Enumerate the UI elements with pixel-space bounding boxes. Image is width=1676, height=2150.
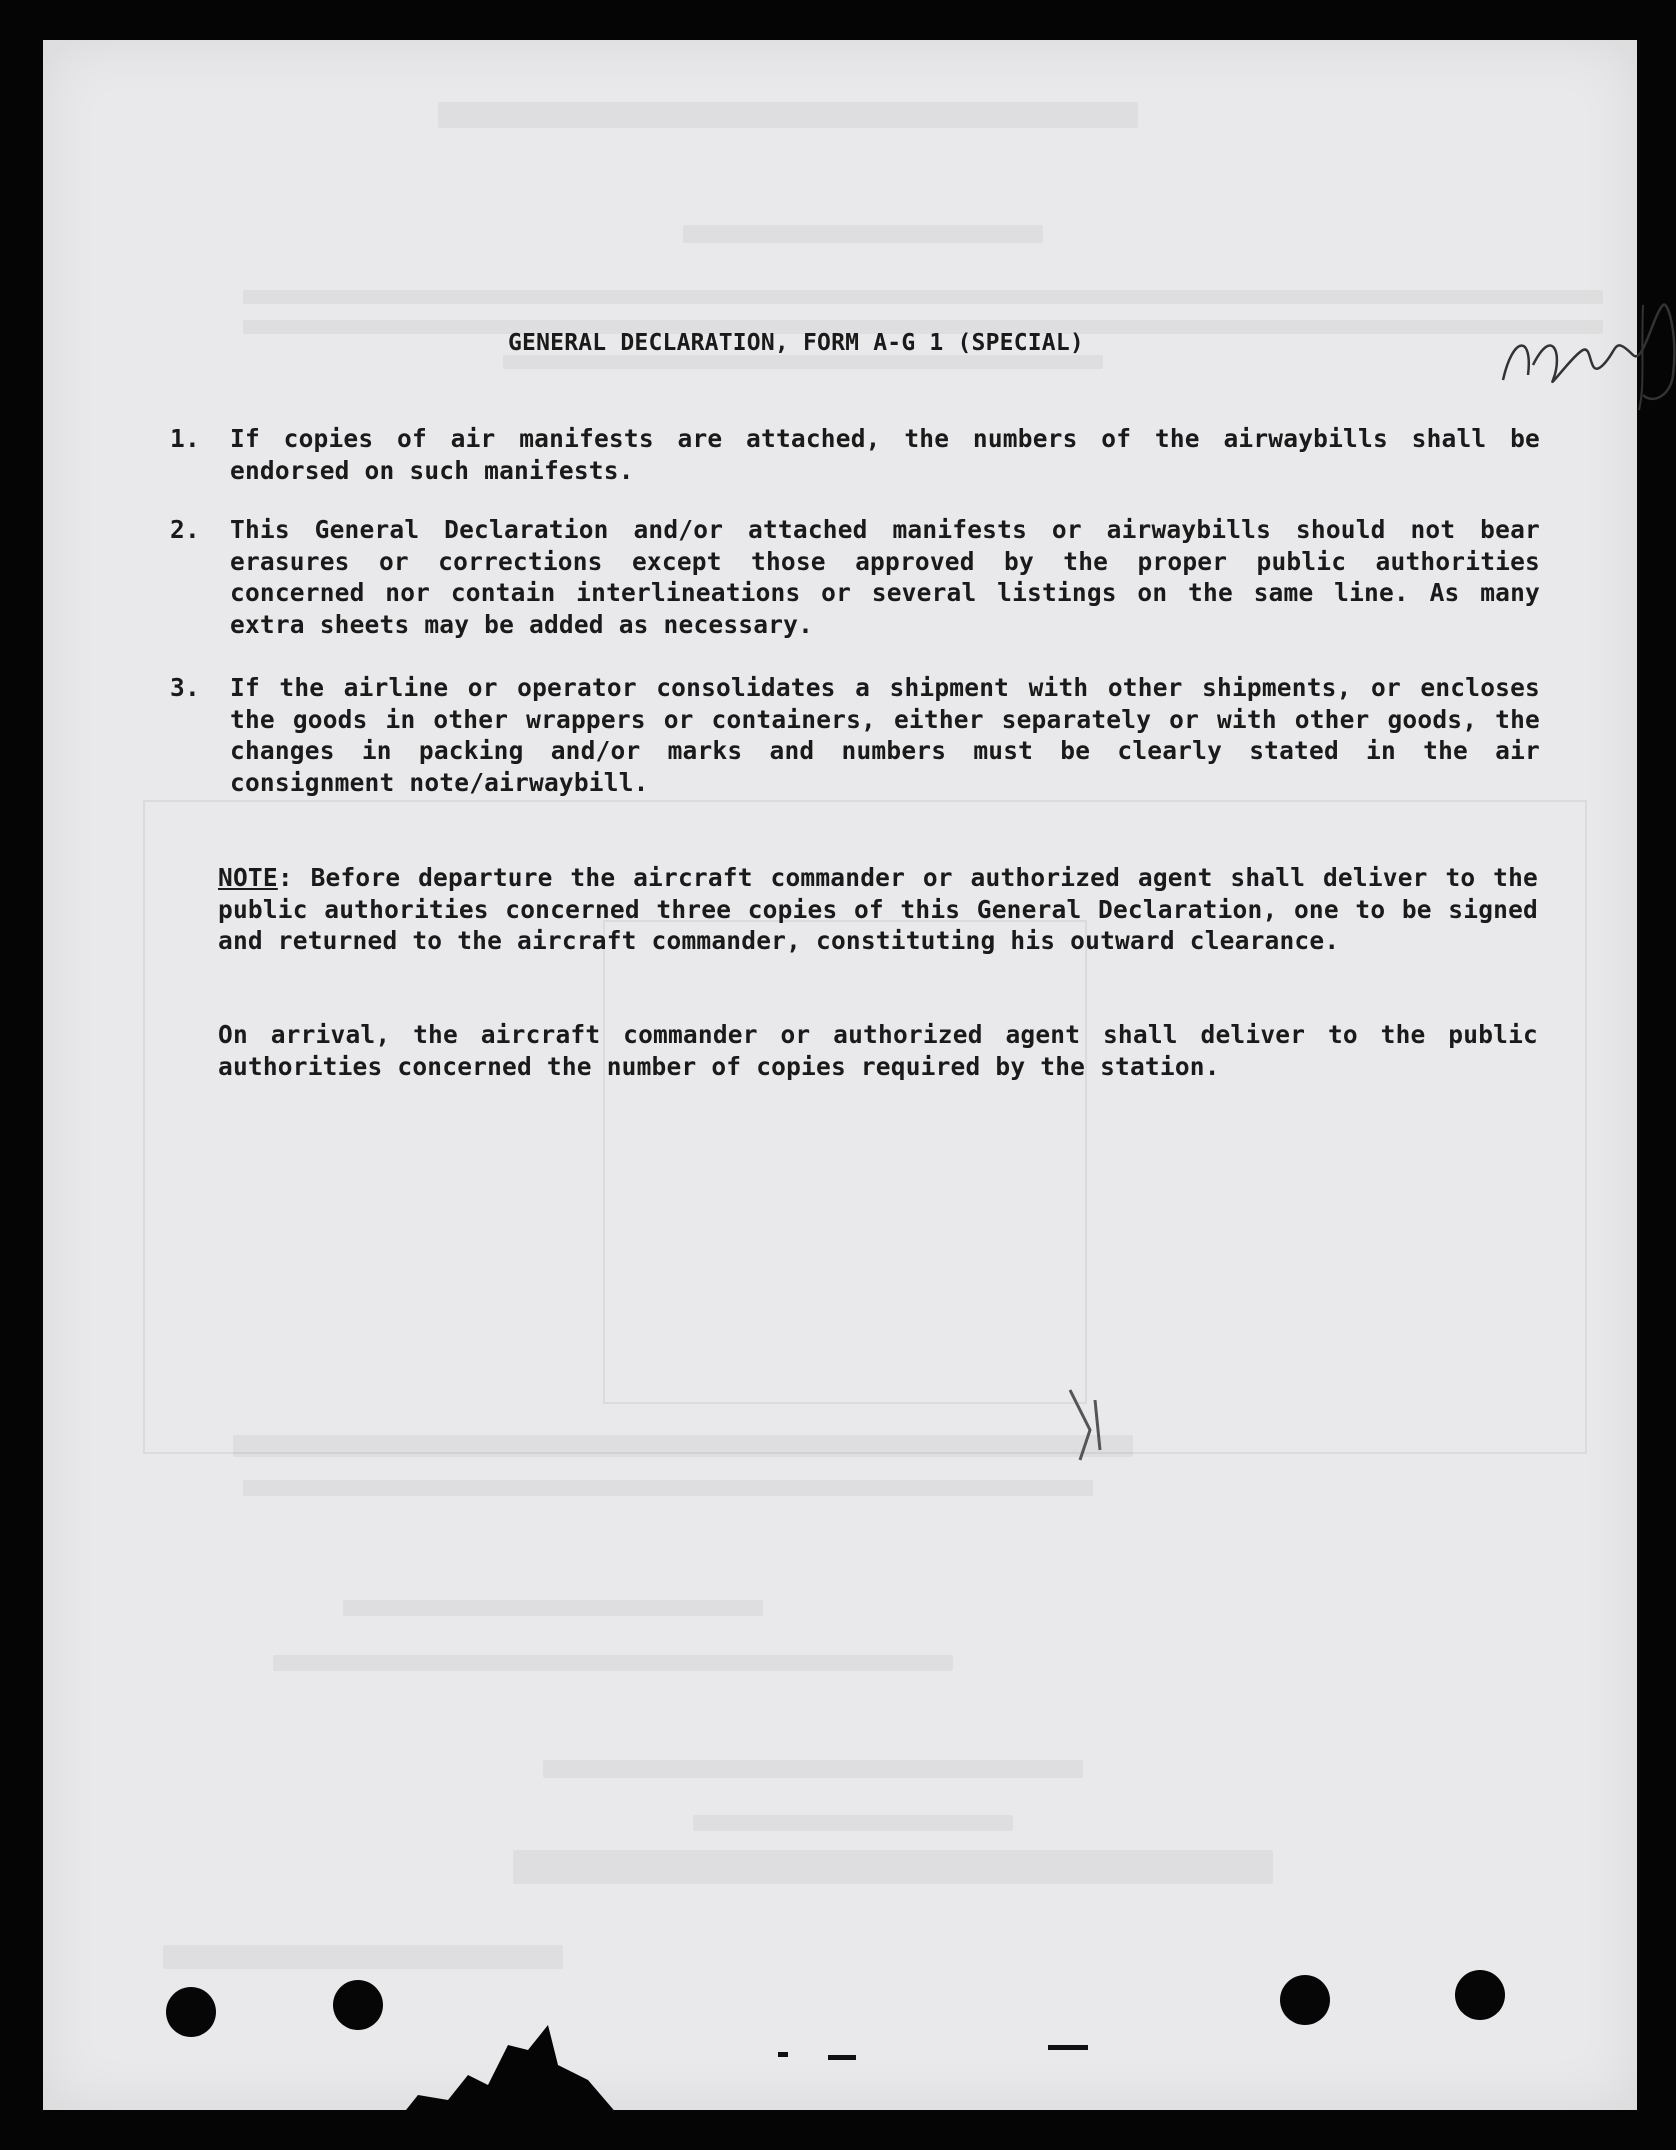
- list-item-text: This General Declaration and/or attached manifests or airwaybills should not bear erasures or corrections except those approved by the proper public authorities concerned nor contain interlineations or several listings on the same line. As many extra sheets may be added as necessary.: [230, 515, 1540, 639]
- list-item-number: 1.: [170, 424, 200, 453]
- punch-hole-icon: [1455, 1970, 1505, 2020]
- document-page: [43, 40, 1637, 2110]
- bleed-through-text: [693, 1815, 1013, 1831]
- note-text: : Before departure the aircraft commander or authorized agent shall deliver to the public authorities concerned three copies of this General Declaration, one to be signed and returned to the aircraft commander, constituting his outward clearance.: [218, 863, 1538, 955]
- bleed-through-text: [438, 102, 1138, 128]
- note-label: NOTE: [218, 863, 278, 892]
- list-item-number: 2.: [170, 515, 200, 544]
- ink-speck: [828, 2055, 856, 2060]
- list-item-text: If the airline or operator consolidates a shipment with other shipments, or encloses the goods in other wrappers or containers, either separately or with other goods, the changes in packing and/or marks and numbers must be clearly stated in the air consignment note/airwaybill.: [230, 673, 1540, 797]
- punch-hole-icon: [166, 1987, 216, 2037]
- bleed-through-text: [343, 1600, 763, 1616]
- bleed-through-text: [243, 290, 1603, 304]
- ink-speck: [1048, 2045, 1088, 2050]
- torn-edge-icon: [358, 2005, 718, 2150]
- bleed-through-form-box: [603, 920, 1087, 1404]
- bleed-through-text: [683, 225, 1043, 243]
- bleed-through-text: [233, 1435, 1133, 1457]
- arrival-paragraph: On arrival, the aircraft commander or authorized agent shall deliver to the public authorities concerned the number of copies required by the station.: [218, 1020, 1538, 1081]
- punch-hole-icon: [1280, 1975, 1330, 2025]
- note-paragraph: [218, 862, 1538, 957]
- document-title: GENERAL DECLARATION, FORM A-G 1 (SPECIAL): [508, 330, 1084, 356]
- list-item-text: If copies of air manifests are attached, the numbers of the airwaybills shall be endorsed on such manifests.: [230, 424, 1540, 485]
- bleed-through-text: [243, 1480, 1093, 1496]
- pencil-mark-icon: [1060, 1380, 1110, 1470]
- bleed-through-text: [543, 1760, 1083, 1778]
- handwritten-signature-icon: [1493, 295, 1676, 425]
- bleed-through-text: [273, 1655, 953, 1671]
- bleed-through-text: [513, 1850, 1273, 1884]
- ink-speck: [778, 2052, 788, 2057]
- list-item-number: 3.: [170, 673, 200, 702]
- bleed-through-text: [163, 1945, 563, 1969]
